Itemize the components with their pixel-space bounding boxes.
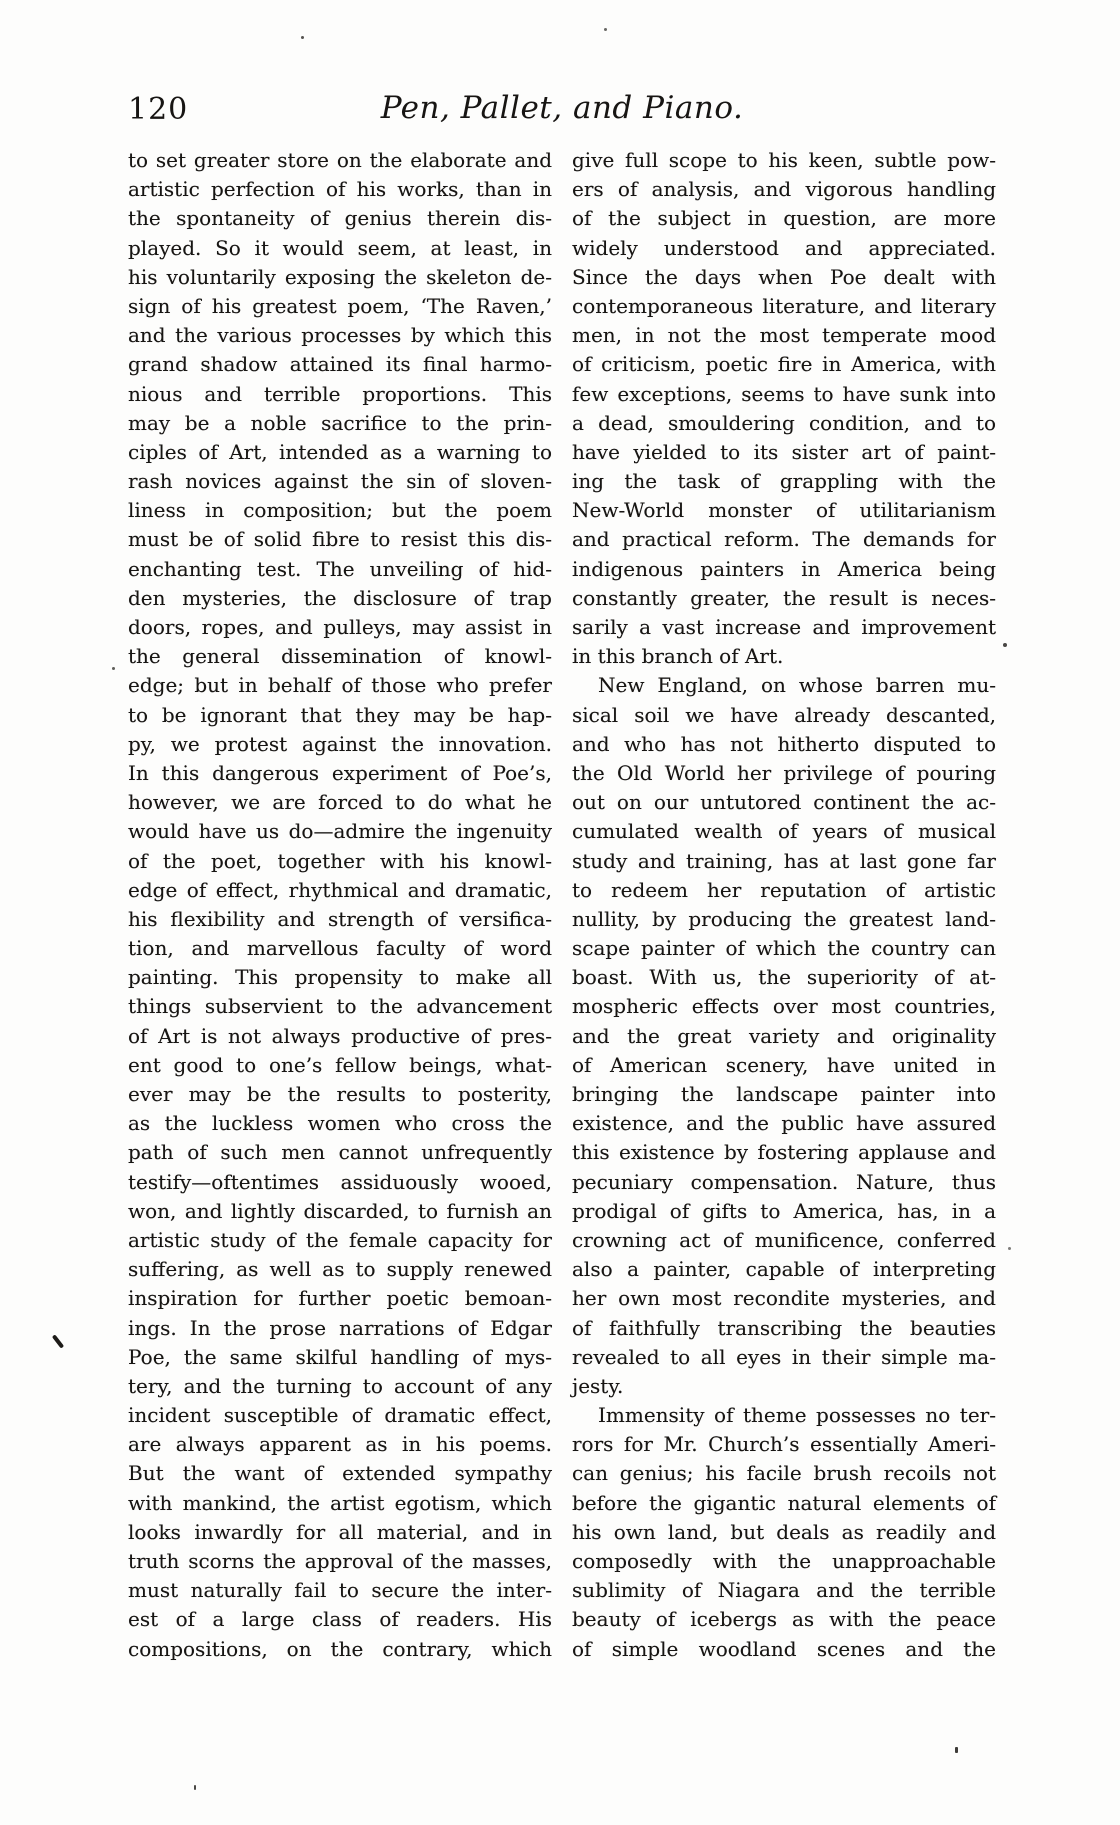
text-line: ers of analysis, and vigorous handling — [572, 177, 996, 202]
text-line: won, and lightly discarded, to furnish an — [128, 1198, 552, 1223]
text-line: composedly with the unapproachable — [572, 1549, 996, 1573]
text-line: and practical reform. The demands for — [572, 527, 996, 552]
text-line: est of a large class of readers. His — [128, 1607, 552, 1632]
text-line: as the luckless women who cross the — [128, 1111, 552, 1136]
text-line: tery, and the turning to account of any — [128, 1373, 552, 1398]
text-line: rors for Mr. Church’s essentially Ameri- — [572, 1432, 996, 1457]
text-line: in this branch of Art. — [572, 644, 784, 669]
text-line: mospheric effects over most countries, — [572, 994, 996, 1019]
text-line: ever may be the results to posterity, — [128, 1082, 552, 1106]
text-line: and the great variety and originality — [572, 1023, 996, 1048]
text-line: looks inwardly for all material, and in — [128, 1519, 552, 1544]
text-line: and the various processes by which this — [128, 323, 552, 348]
text-line: Since the days when Poe dealt with — [572, 264, 996, 289]
text-line: crowning act of munificence, conferred — [572, 1227, 996, 1252]
text-line: artistic perfection of his works, than in — [128, 177, 552, 202]
left-text-column — [128, 146, 552, 1664]
text-line: the spontaneity of genius therein dis- — [128, 206, 552, 231]
text-line: are always apparent as in his poems. — [128, 1432, 552, 1457]
text-line: constantly greater, the result is neces- — [572, 585, 996, 610]
text-line: But the want of extended sympathy — [128, 1461, 552, 1486]
text-line: of American scenery, have united in — [572, 1052, 996, 1077]
text-line: cumulated wealth of years of musical — [572, 819, 996, 844]
text-line: the Old World her privilege of pouring — [572, 760, 996, 785]
text-line: ings. In the prose narrations of Edgar — [128, 1315, 552, 1340]
text-line: doors, ropes, and pulleys, may assist in — [128, 615, 552, 639]
text-line: liness in composition; but the poem — [128, 498, 552, 523]
text-line: nious and terrible proportions. This — [128, 381, 552, 406]
text-line: ing the task of grappling with the — [572, 469, 996, 494]
text-line: the general dissemination of knowl- — [128, 644, 552, 669]
text-line: have yielded to its sister art of paint- — [572, 439, 996, 464]
text-line: compositions, on the contrary, which — [128, 1636, 552, 1661]
scan-speck — [1008, 1247, 1011, 1250]
scan-speck — [194, 1785, 196, 1790]
text-line: however, we are forced to do what he — [128, 790, 552, 815]
text-line: sign of his greatest poem, ‘The Raven,’ — [128, 293, 552, 318]
text-line: edge; but in behalf of those who prefer — [128, 673, 552, 698]
text-line: with mankind, the artist egotism, which — [128, 1490, 552, 1515]
text-line: tion, and marvellous faculty of word — [128, 936, 552, 961]
text-line: ent good to one’s fellow beings, what- — [128, 1052, 552, 1077]
text-line: to be ignorant that they may be hap- — [128, 702, 552, 727]
text-line: truth scorns the approval of the masses, — [128, 1549, 552, 1573]
text-line: also a painter, capable of interpreting — [572, 1257, 996, 1282]
text-line: scape painter of which the country can — [572, 936, 996, 961]
text-line: prodigal of gifts to America, has, in a — [572, 1198, 996, 1223]
text-line: this existence by fostering applause and — [572, 1140, 996, 1165]
text-line: bringing the landscape painter into — [572, 1082, 996, 1106]
scan-speck — [301, 36, 304, 39]
text-line: a dead, smouldering condition, and to — [572, 410, 996, 435]
text-line: beauty of icebergs as with the peace — [572, 1607, 996, 1632]
text-line: incident susceptible of dramatic effect, — [128, 1403, 552, 1428]
text-line: boast. With us, the superiority of at- — [572, 965, 996, 990]
text-line: to set greater store on the elaborate and — [128, 148, 552, 172]
text-line: his own land, but deals as readily and — [572, 1519, 996, 1544]
text-line: indigenous painters in America being — [572, 556, 996, 581]
text-line: In this dangerous experiment of Poe’s, — [128, 760, 552, 785]
text-line: ciples of Art, intended as a warning to — [128, 439, 552, 464]
text-line: few exceptions, seems to have sunk into — [572, 381, 996, 406]
text-line: of criticism, poetic fire in America, with — [572, 352, 996, 377]
text-line: suffering, as well as to supply renewed — [128, 1257, 552, 1282]
text-line: path of such men cannot unfrequently — [128, 1140, 552, 1165]
text-line: revealed to all eyes in their simple ma- — [572, 1344, 996, 1369]
text-line: his voluntarily exposing the skeleton de- — [128, 264, 552, 289]
text-line: py, we protest against the innovation. — [128, 731, 552, 756]
text-line: edge of effect, rhythmical and dramatic, — [128, 877, 552, 902]
scan-speck — [604, 28, 607, 31]
text-line: sublimity of Niagara and the terrible — [572, 1578, 996, 1603]
text-line: must be of solid fibre to resist this dis- — [128, 527, 552, 552]
scan-speck — [955, 1747, 958, 1753]
scan-speck — [112, 667, 115, 670]
text-line: of Art is not always productive of pres- — [128, 1023, 552, 1048]
text-line: inspiration for further poetic bemoan- — [128, 1286, 552, 1311]
scan-speck — [1003, 643, 1007, 647]
text-line: can genius; his facile brush recoils not — [572, 1461, 996, 1486]
text-line: her own most recondite mysteries, and — [572, 1286, 996, 1311]
text-line: of faithfully transcribing the beauties — [572, 1315, 996, 1340]
right-text-column — [572, 146, 996, 1664]
page-number: 120 — [128, 92, 189, 127]
text-line: of simple woodland scenes and the — [572, 1636, 996, 1661]
text-line: Poe, the same skilful handling of mys- — [128, 1344, 552, 1369]
text-line: artistic study of the female capacity for — [128, 1227, 552, 1252]
text-line: things subservient to the advancement — [128, 994, 552, 1019]
text-line: give full scope to his keen, subtle pow- — [572, 148, 996, 172]
text-line: must naturally fail to secure the inter- — [128, 1578, 552, 1603]
running-title: Pen, Pallet, and Piano. — [380, 90, 744, 126]
text-line: played. So it would seem, at least, in — [128, 235, 552, 260]
text-line: nullity, by producing the greatest land- — [572, 906, 996, 931]
text-line: rash novices against the sin of sloven- — [128, 469, 552, 494]
text-line: sarily a vast increase and improvement — [572, 615, 996, 639]
text-line: before the gigantic natural elements of — [572, 1490, 996, 1515]
text-line: den mysteries, the disclosure of trap — [128, 585, 552, 610]
text-line: would have us do—admire the ingenuity — [128, 819, 552, 844]
text-line: men, in not the most temperate mood — [572, 323, 996, 348]
text-line: out on our untutored continent the ac- — [572, 790, 996, 815]
text-line: New-World monster of utilitarianism — [572, 498, 996, 523]
text-line: widely understood and appreciated. — [572, 235, 996, 260]
text-line: may be a noble sacrifice to the prin- — [128, 410, 552, 435]
text-line: contemporaneous literature, and literary — [572, 293, 996, 318]
text-line: pecuniary compensation. Nature, thus — [572, 1169, 996, 1194]
text-line: of the subject in question, are more — [572, 206, 996, 231]
text-line: jesty. — [572, 1373, 624, 1398]
text-line: Immensity of theme possesses no ter- — [598, 1403, 996, 1428]
text-line: grand shadow attained its final harmo- — [128, 352, 552, 377]
text-line: sical soil we have already descanted, — [572, 702, 996, 727]
scan-ink-mark — [52, 1334, 64, 1348]
text-line: to redeem her reputation of artistic — [572, 877, 996, 902]
text-line: New England, on whose barren mu- — [598, 673, 996, 698]
text-line: existence, and the public have assured — [572, 1111, 996, 1136]
text-line: of the poet, together with his knowl- — [128, 848, 552, 873]
text-line: study and training, has at last gone far — [572, 848, 996, 873]
text-line: enchanting test. The unveiling of hid- — [128, 556, 552, 581]
text-line: testify—oftentimes assiduously wooed, — [128, 1169, 552, 1194]
text-line: painting. This propensity to make all — [128, 965, 552, 990]
text-line: his flexibility and strength of versifica- — [128, 906, 552, 931]
text-line: and who has not hitherto disputed to — [572, 731, 996, 756]
